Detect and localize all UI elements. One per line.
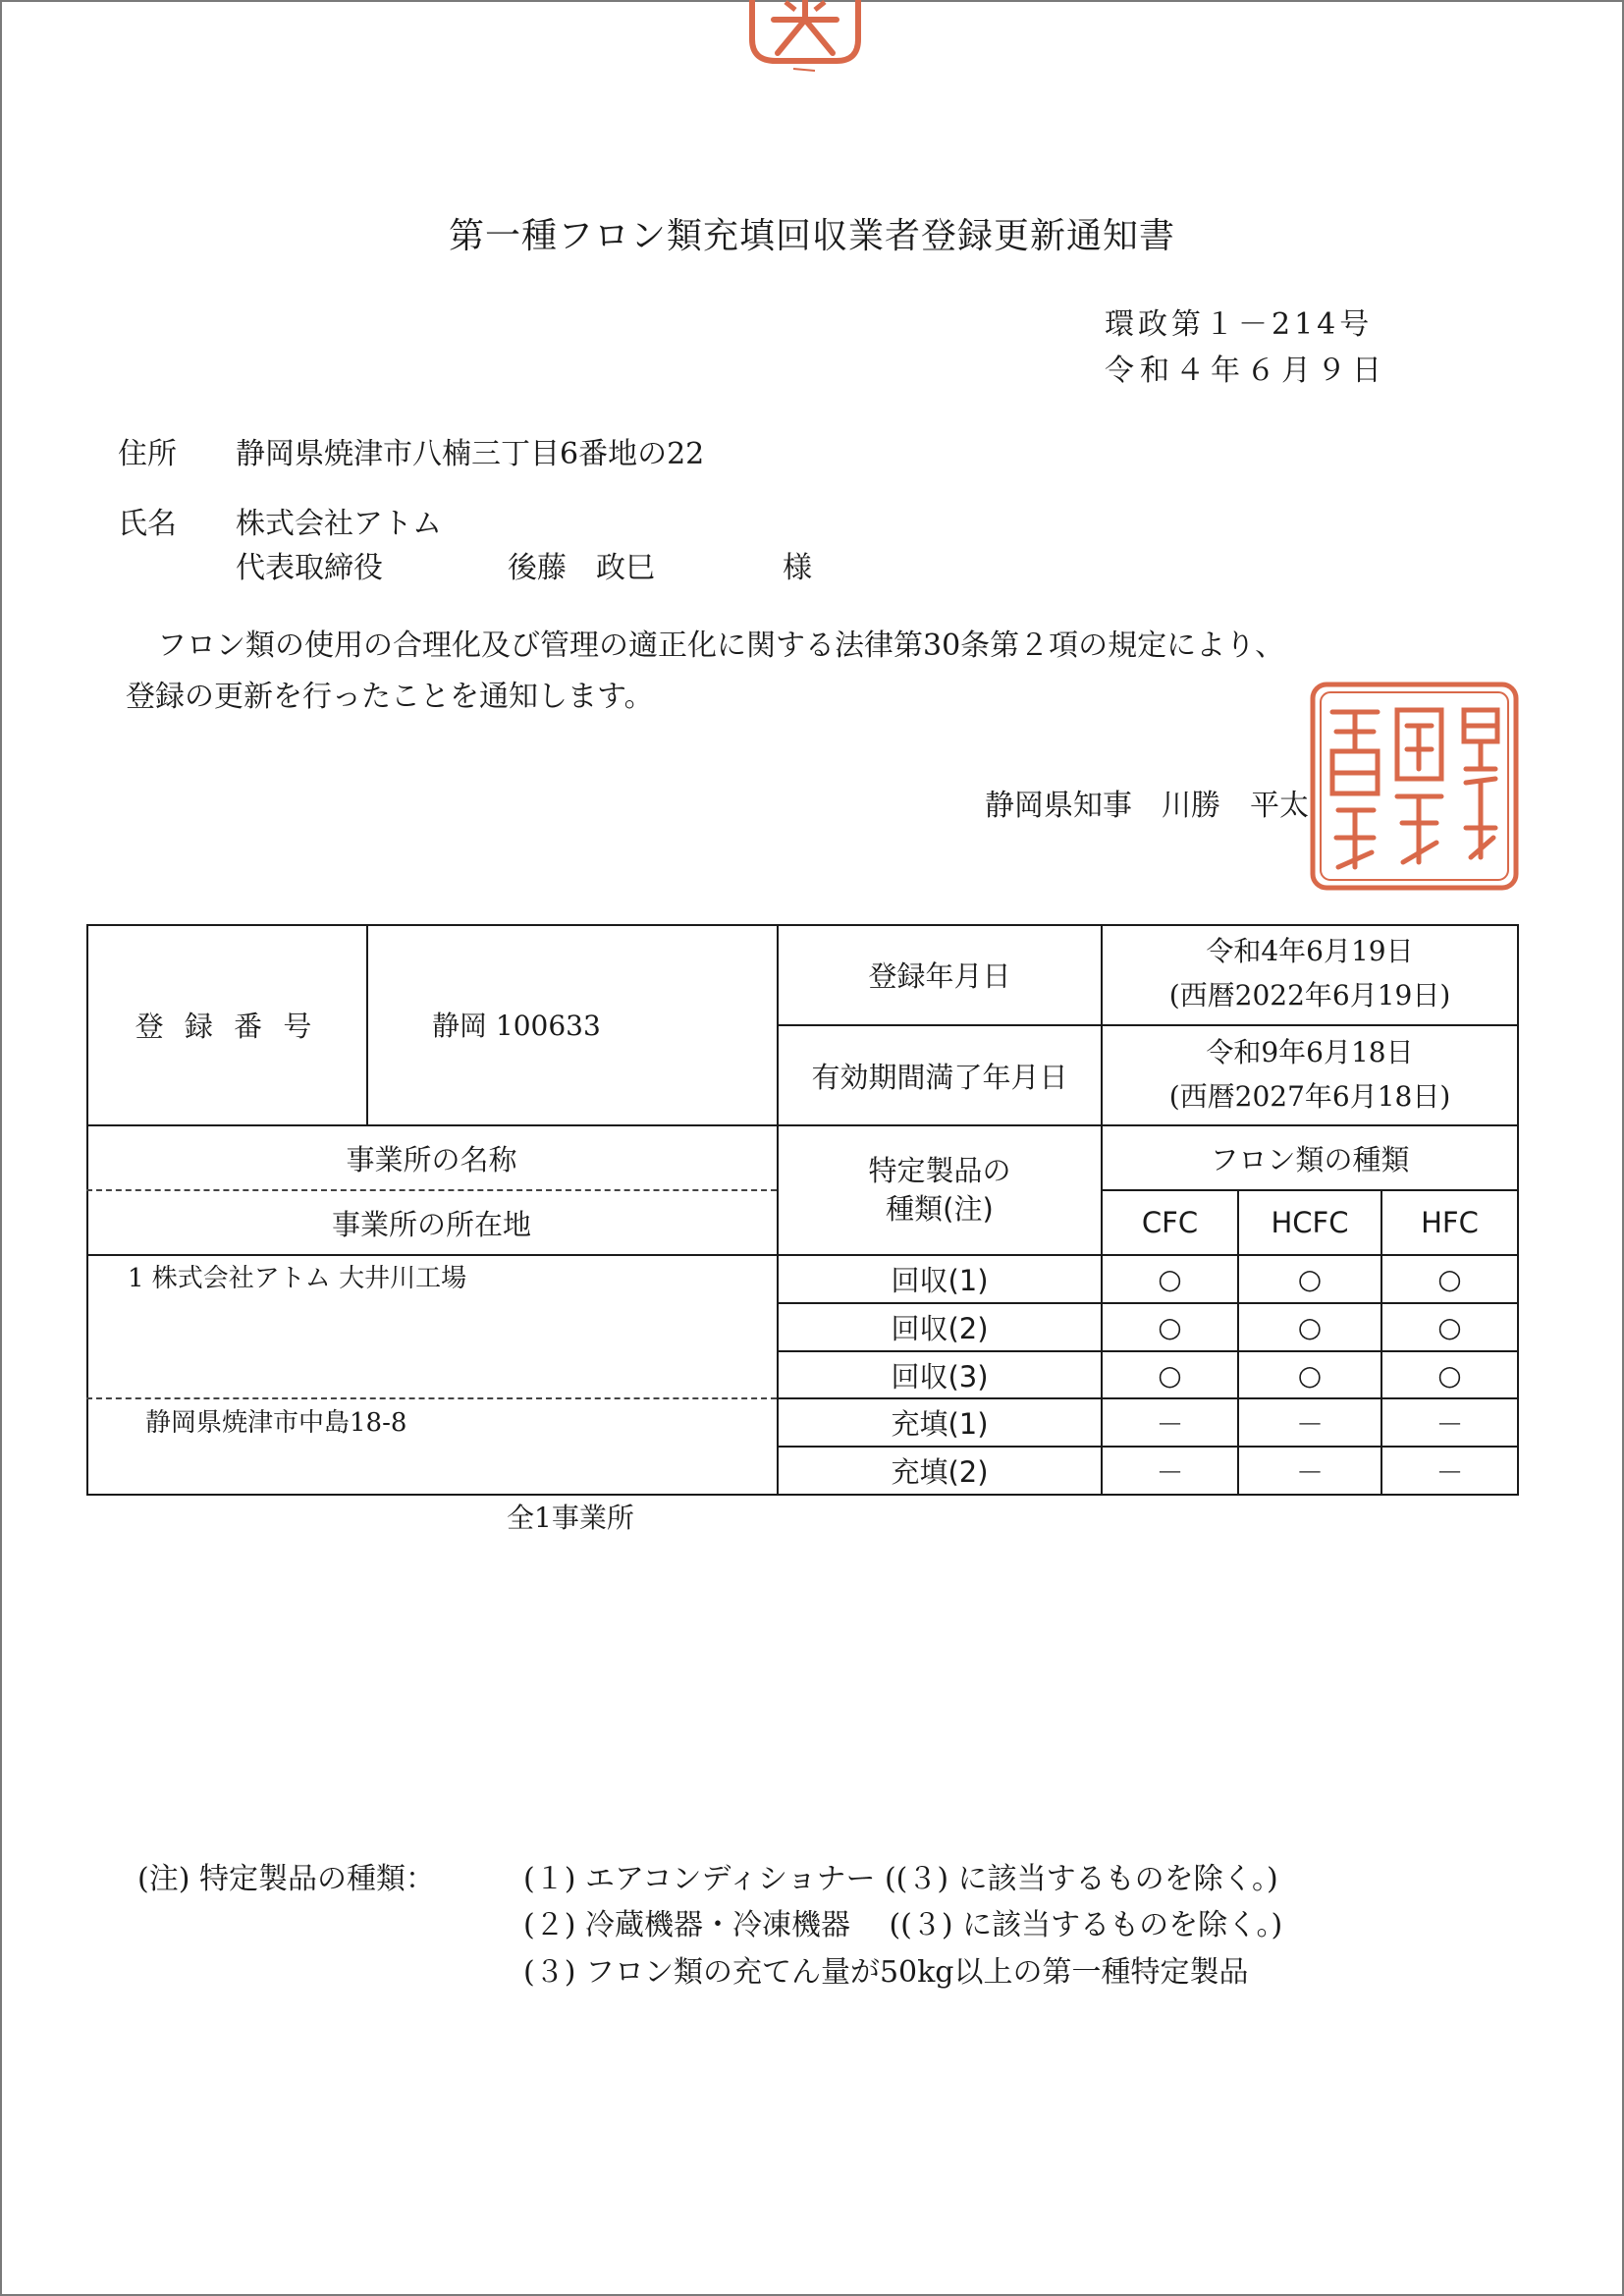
note-item-2: (２) 冷蔵機器・冷凍機器 ((３) に該当するものを除く。) bbox=[523, 1908, 1283, 1942]
company-name: 株式会社アトム bbox=[236, 507, 442, 541]
office-name: 1 株式会社アトム 大井川工場 bbox=[128, 1264, 467, 1293]
representative-title: 代表取締役 bbox=[236, 551, 383, 585]
row-recovery-3-hfc: ○ bbox=[1437, 1358, 1462, 1392]
freon-type-hcfc: HCFC bbox=[1271, 1206, 1349, 1239]
issuer-name: 静岡県知事 川勝 平太 bbox=[985, 789, 1309, 823]
office-address-label: 事業所の所在地 bbox=[331, 1207, 531, 1241]
registration-date-label: 登録年月日 bbox=[868, 958, 1011, 993]
expiry-date-value bbox=[1103, 1026, 1517, 1124]
office-total: 全1事業所 bbox=[507, 1502, 634, 1534]
registration-table bbox=[86, 924, 1519, 1496]
issue-date: 令和４年６月９日 bbox=[1105, 354, 1387, 388]
row-recovery-1-cfc: ○ bbox=[1158, 1263, 1182, 1295]
row-filling-2-cfc: － bbox=[1156, 1455, 1184, 1489]
row-filling-1-cfc: － bbox=[1156, 1407, 1184, 1441]
expiry-date-label: 有効期間満了年月日 bbox=[811, 1060, 1068, 1094]
row-filling-2-hcfc: － bbox=[1295, 1455, 1324, 1489]
product-type-label-line1: 特定製品の bbox=[868, 1153, 1011, 1187]
expiry-date-seireki: (西暦2027年6月18日) bbox=[1168, 1080, 1451, 1113]
name-label: 氏名 bbox=[118, 507, 177, 541]
row-recovery-1-hcfc: ○ bbox=[1297, 1263, 1323, 1295]
note-item-3: (３) フロン類の充てん量が50kg以上の第一種特定製品 bbox=[523, 1955, 1249, 1990]
body-line-1: フロン類の使用の合理化及び管理の適正化に関する法律第30条第２項の規定により、 bbox=[157, 629, 1285, 663]
freon-type-label: フロン類の種類 bbox=[1210, 1142, 1410, 1176]
registration-number-label: 登 録 番 号 bbox=[135, 1009, 318, 1043]
row-recovery-1-hfc: ○ bbox=[1437, 1263, 1462, 1295]
row-recovery-3-hcfc: ○ bbox=[1297, 1358, 1323, 1392]
row-label-filling-2: 充填(2) bbox=[891, 1455, 989, 1489]
row-label-recovery-3: 回収(3) bbox=[891, 1359, 989, 1394]
row-recovery-2-hcfc: ○ bbox=[1297, 1311, 1323, 1343]
top-seal-stamp bbox=[746, 0, 864, 74]
row-recovery-2-hfc: ○ bbox=[1437, 1311, 1462, 1343]
note-item-1: (１) エアコンディショナー ((３) に該当するものを除く。) bbox=[523, 1862, 1278, 1896]
body-line-2: 登録の更新を行ったことを通知します。 bbox=[126, 680, 654, 714]
office-address: 静岡県焼津市中島18-8 bbox=[145, 1408, 407, 1438]
governor-seal bbox=[1309, 681, 1520, 892]
office-name-label: 事業所の名称 bbox=[346, 1142, 517, 1176]
representative-name: 後藤 政巳 bbox=[508, 551, 655, 585]
row-filling-1-hcfc: － bbox=[1295, 1407, 1324, 1441]
registration-date-value bbox=[1103, 924, 1517, 1024]
reference-number: 環政第１－214号 bbox=[1105, 307, 1374, 342]
row-label-recovery-2: 回収(2) bbox=[891, 1312, 989, 1345]
registration-date-wareki: 令和4年6月19日 bbox=[1206, 935, 1414, 968]
freon-type-cfc: CFC bbox=[1141, 1206, 1199, 1239]
row-label-filling-1: 充填(1) bbox=[891, 1407, 989, 1441]
freon-type-hfc: HFC bbox=[1421, 1206, 1479, 1239]
row-label-recovery-1: 回収(1) bbox=[891, 1264, 989, 1297]
address-label: 住所 bbox=[118, 437, 177, 471]
product-type-label-line2: 種類(注) bbox=[886, 1192, 994, 1226]
note-prefix: (注) 特定製品の種類： bbox=[137, 1862, 435, 1896]
row-recovery-2-cfc: ○ bbox=[1158, 1311, 1182, 1343]
product-type-label bbox=[779, 1126, 1101, 1254]
registration-date-seireki: (西暦2022年6月19日) bbox=[1168, 979, 1451, 1011]
registration-number-value: 静岡 100633 bbox=[432, 1010, 601, 1042]
document-title: 第一種フロン類充填回収業者登録更新通知書 bbox=[448, 216, 1175, 256]
row-recovery-3-cfc: ○ bbox=[1158, 1358, 1182, 1392]
row-filling-1-hfc: － bbox=[1435, 1407, 1464, 1441]
address-value: 静岡県焼津市八楠三丁目6番地の22 bbox=[236, 437, 705, 471]
expiry-date-wareki: 令和9年6月18日 bbox=[1206, 1036, 1414, 1069]
honorific: 様 bbox=[783, 551, 812, 585]
row-filling-2-hfc: － bbox=[1435, 1455, 1464, 1489]
